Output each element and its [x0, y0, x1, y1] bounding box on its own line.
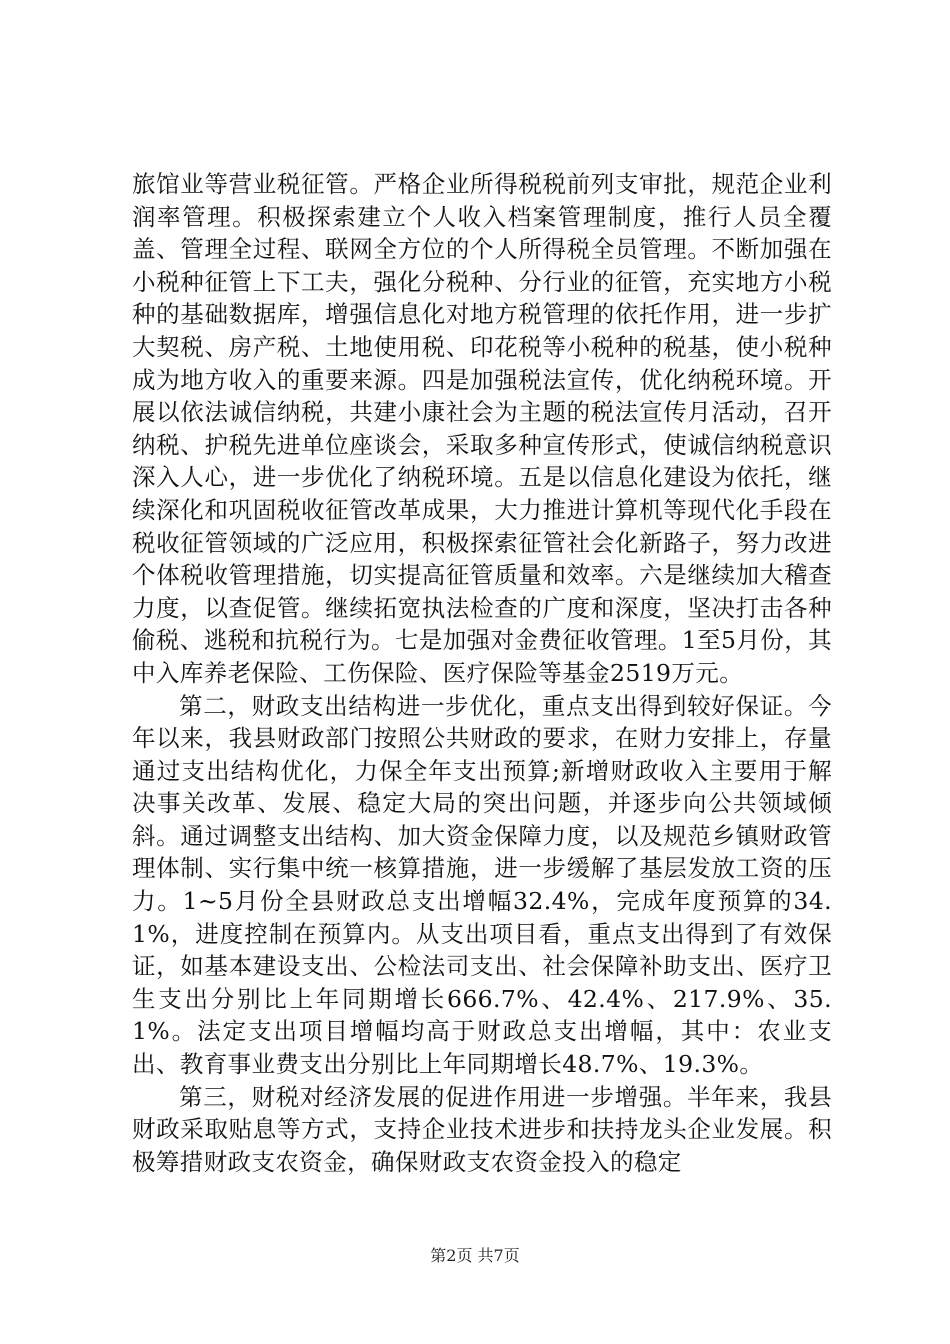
document-body — [132, 168, 832, 1178]
paragraph-expenditure-structure: 第二，财政支出结构进一步优化，重点支出得到较好保证。今年以来，我县财政部门按照公共财政的要求，在财力安排上，存量通过支出结构优化，力保全年支出预算;新增财政收入主要用于解决事关改革、发展、稳定大局的突出问题，并逐步向公共领域倾斜。通过调整支出结构、加大资金保障力度，以及规范乡镇财政管理体制、实行集中统一核算措施，进一步缓解了基层发放工资的压力。1~5月份全县财政总支出增幅32.4%，完成年度预算的34.1%，进度控制在预算内。从支出项目看，重点支出得到了有效保证，如基本建设支出、公检法司支出、社会保障补助支出、医疗卫生支出分别比上年同期增长666.7%、42.4%、217.9%、35.1%。法定支出项目增幅均高于财政总支出增幅，其中：农业支出、教育事业费支出分别比上年同期增长48.7%、19.3%。 — [132, 691, 832, 1079]
paragraph-tax-measures: 旅馆业等营业税征管。严格企业所得税税前列支审批，规范企业利润率管理。积极探索建立个人收入档案管理制度，推行人员全覆盖、管理全过程、联网全方位的个人所得税全员管理。不断加强在小税种征管上下工夫，强化分税种、分行业的征管，充实地方小税种的基础数据库，增强信息化对地方税管理的依托作用，进一步扩大契税、房产税、土地使用税、印花税等小税种的税基，使小税种成为地方收入的重要来源。四是加强税法宣传，优化纳税环境。开展以依法诚信纳税，共建小康社会为主题的税法宣传月活动，召开纳税、护税先进单位座谈会，采取多种宣传形式，使诚信纳税意识深入人心，进一步优化了纳税环境。五是以信息化建设为依托，继续深化和巩固税收征管改革成果，大力推进计算机等现代化手段在税收征管领域的广泛应用，积极探索征管社会化新路子，努力改进个体税收管理措施，切实提高征管质量和效率。六是继续加大稽查力度，以查促管。继续拓宽执法检查的广度和深度，坚决打击各种偷税、逃税和抗税行为。七是加强对金费征收管理。1至5月份，其中入库养老保险、工伤保险、医疗保险等基金2519万元。 — [132, 170, 832, 687]
paragraph-economic-promotion: 第三，财税对经济发展的促进作用进一步增强。半年来，我县财政采取贴息等方式，支持企业技术进步和扶持龙头企业发展。积极筹措财政支农资金，确保财政支农资金投入的稳定 — [132, 1082, 832, 1176]
page-number-label: 第2页 共7页 — [430, 1246, 520, 1265]
page-footer — [0, 1246, 950, 1266]
